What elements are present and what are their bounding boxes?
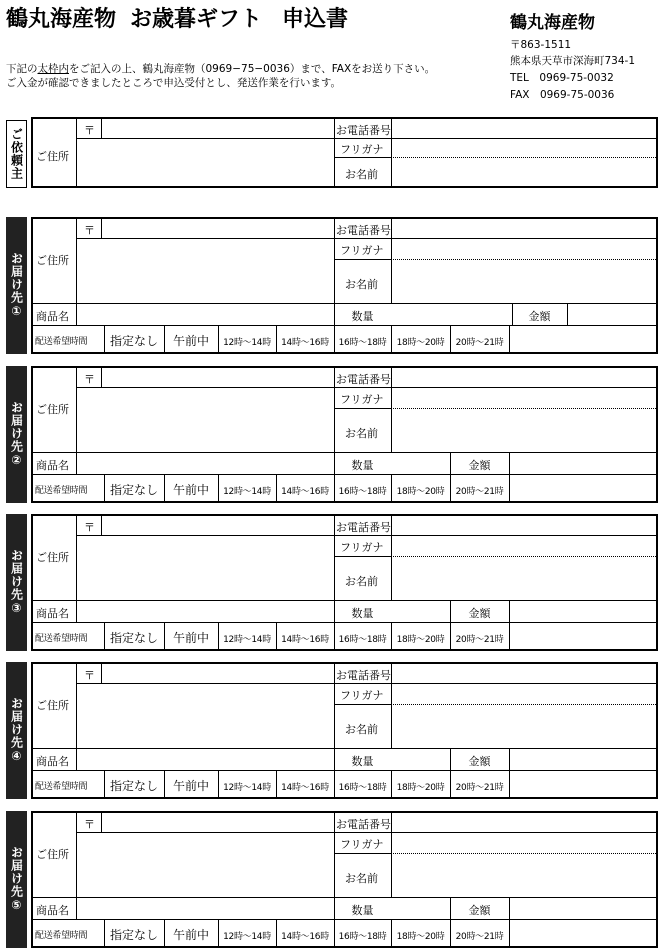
- time-slot-no-preference[interactable]: 指定なし: [109, 334, 158, 348]
- time-slot-14-16[interactable]: 14時～16時: [281, 338, 329, 348]
- recipient-form-2: [31, 366, 658, 503]
- company-postal: 〒863-1511: [510, 39, 572, 51]
- time-slot-no-preference[interactable]: 指定なし: [109, 928, 158, 942]
- time-slot-14-16[interactable]: 14時～16時: [281, 487, 329, 497]
- application-title: 申込書: [282, 6, 349, 32]
- time-slot-18-20[interactable]: 18時～20時: [396, 338, 445, 348]
- product-label: 商品名: [36, 459, 69, 472]
- brand-title: 鶴丸海産物: [6, 6, 117, 32]
- time-slot-14-16[interactable]: 14時～16時: [281, 783, 329, 793]
- time-slot-16-18[interactable]: 16時～18時: [338, 338, 387, 348]
- quantity-field[interactable]: [392, 453, 450, 474]
- time-slot-16-18[interactable]: 16時～18時: [338, 487, 387, 497]
- time-slot-20-21[interactable]: 20時～21時: [455, 635, 504, 645]
- section-label-text: お届け先②: [9, 401, 24, 468]
- quantity-field[interactable]: [392, 898, 450, 919]
- phone-field[interactable]: [392, 219, 656, 238]
- phone-label: お電話番号: [336, 521, 391, 534]
- time-slot-12-14[interactable]: 12時～14時: [223, 338, 271, 348]
- phone-field[interactable]: [392, 516, 656, 535]
- furigana-field[interactable]: [392, 684, 656, 703]
- time-slot-18-20[interactable]: 18時～20時: [396, 783, 445, 793]
- postal-mark: 〒: [84, 521, 95, 534]
- address-label: ご住所: [36, 403, 69, 416]
- time-slot-16-18[interactable]: 16時～18時: [338, 783, 387, 793]
- address-label: ご住所: [36, 551, 69, 564]
- intro-text-c: をご記入の上、鶴丸海産物（0969−75−0036）まで、FAXをお送り下さい。: [69, 63, 436, 75]
- section-label-text: ご依頼主: [9, 128, 24, 180]
- postal-code-field[interactable]: [103, 813, 333, 832]
- amount-label: 金額: [468, 904, 491, 917]
- intro-emphasis: 太枠内: [37, 63, 69, 75]
- quantity-label: 数量: [351, 310, 374, 323]
- recipient-form-5: [31, 811, 658, 948]
- product-field[interactable]: [77, 304, 333, 325]
- name-label: お名前: [345, 168, 378, 181]
- address-label: ご住所: [36, 699, 69, 712]
- product-label: 商品名: [36, 755, 69, 768]
- form-title: [6, 2, 348, 33]
- name-label: お名前: [345, 427, 378, 440]
- product-field[interactable]: [77, 601, 333, 622]
- postal-mark: 〒: [84, 669, 95, 682]
- quantity-label: 数量: [351, 607, 374, 620]
- recipient-form-4: [31, 662, 658, 799]
- product-label: 商品名: [36, 904, 69, 917]
- name-field[interactable]: [392, 558, 656, 600]
- address-field[interactable]: [77, 239, 333, 302]
- postal-code-field[interactable]: [103, 119, 333, 138]
- name-label: お名前: [345, 575, 378, 588]
- address-label: ご住所: [36, 848, 69, 861]
- recipient-form-3: [31, 514, 658, 651]
- section-label-recipient-5: [6, 811, 27, 948]
- quantity-label: 数量: [351, 459, 374, 472]
- quantity-field[interactable]: [392, 601, 450, 622]
- section-label-recipient-1: [6, 217, 27, 354]
- furigana-field[interactable]: [392, 139, 656, 156]
- amount-field[interactable]: [510, 749, 656, 770]
- address-field[interactable]: [77, 388, 333, 451]
- time-slot-12-14[interactable]: 12時～14時: [223, 783, 271, 793]
- phone-label: お電話番号: [336, 669, 391, 682]
- delivery-time-label: 配送希望時間: [35, 337, 88, 347]
- name-label: お名前: [345, 872, 378, 885]
- amount-label: 金額: [468, 755, 491, 768]
- amount-field[interactable]: [510, 453, 656, 474]
- address-label: ご住所: [36, 254, 69, 267]
- company-fax: FAX 0969-75-0036: [510, 89, 615, 101]
- name-label: お名前: [345, 723, 378, 736]
- phone-label: お電話番号: [336, 818, 391, 831]
- address-field[interactable]: [77, 536, 333, 599]
- time-slot-20-21[interactable]: 20時～21時: [455, 487, 504, 497]
- time-slot-18-20[interactable]: 18時～20時: [396, 487, 445, 497]
- postal-code-field[interactable]: [103, 368, 333, 387]
- name-field[interactable]: [392, 159, 656, 186]
- time-slot-16-18[interactable]: 16時～18時: [338, 635, 387, 645]
- phone-field[interactable]: [392, 368, 656, 387]
- intro-line-2: ご入金が確認できましたところで申込受付とし、発送作業を行います。: [6, 77, 342, 89]
- intro-line-1: [6, 61, 435, 76]
- amount-label: 金額: [528, 310, 551, 323]
- address-field[interactable]: [77, 139, 333, 185]
- furigana-label: フリガナ: [340, 244, 384, 257]
- postal-code-field[interactable]: [103, 219, 333, 238]
- quantity-label: 数量: [351, 755, 374, 768]
- section-label-recipient-4: [6, 662, 27, 799]
- time-slot-20-21[interactable]: 20時～21時: [455, 783, 504, 793]
- postal-mark: 〒: [84, 124, 95, 137]
- section-label-recipient-3: [6, 514, 27, 651]
- postal-code-field[interactable]: [103, 516, 333, 535]
- time-slot-morning[interactable]: 午前中: [172, 334, 209, 348]
- phone-label: お電話番号: [336, 224, 391, 237]
- section-label-text: お届け先①: [9, 252, 24, 319]
- intro-text-a: 下記の: [6, 63, 38, 75]
- quantity-label: 数量: [351, 904, 374, 917]
- time-slot-18-20[interactable]: 18時～20時: [396, 635, 445, 645]
- furigana-label: フリガナ: [340, 838, 384, 851]
- quantity-field[interactable]: [392, 749, 450, 770]
- phone-label: お電話番号: [336, 373, 391, 386]
- delivery-time-label: 配送希望時間: [35, 931, 88, 941]
- time-slot-20-21[interactable]: 20時～21時: [455, 338, 504, 348]
- address-field[interactable]: [77, 684, 333, 747]
- name-field[interactable]: [392, 261, 656, 303]
- section-label-text: お届け先④: [9, 697, 24, 764]
- time-slot-14-16[interactable]: 14時～16時: [281, 635, 329, 645]
- time-slot-no-preference[interactable]: 指定なし: [109, 631, 158, 645]
- company-tel: TEL 0969-75-0032: [510, 72, 614, 84]
- furigana-label: フリガナ: [340, 393, 384, 406]
- amount-label: 金額: [468, 607, 491, 620]
- furigana-label: フリガナ: [340, 541, 384, 554]
- furigana-field[interactable]: [392, 388, 656, 407]
- gift-title: お歳暮ギフト: [130, 6, 263, 32]
- section-label-text: お届け先⑤: [9, 846, 24, 913]
- furigana-label: フリガナ: [340, 143, 384, 156]
- furigana-label: フリガナ: [340, 689, 384, 702]
- product-field[interactable]: [77, 453, 333, 474]
- postal-mark: 〒: [84, 224, 95, 237]
- postal-mark: 〒: [84, 818, 95, 831]
- name-field[interactable]: [392, 410, 656, 452]
- postal-code-field[interactable]: [103, 664, 333, 683]
- section-label-requester: [6, 120, 27, 188]
- amount-label: 金額: [468, 459, 491, 472]
- quantity-field[interactable]: [392, 304, 512, 325]
- delivery-time-label: 配送希望時間: [35, 634, 88, 644]
- furigana-field[interactable]: [392, 536, 656, 555]
- postal-mark: 〒: [84, 373, 95, 386]
- address-field[interactable]: [77, 833, 333, 896]
- name-label: お名前: [345, 278, 378, 291]
- time-slot-12-14[interactable]: 12時～14時: [223, 635, 271, 645]
- phone-field[interactable]: [392, 813, 656, 832]
- time-slot-morning[interactable]: 午前中: [172, 779, 209, 793]
- amount-field[interactable]: [510, 898, 656, 919]
- time-slot-14-16[interactable]: 14時～16時: [281, 932, 329, 942]
- time-slot-18-20[interactable]: 18時～20時: [396, 932, 445, 942]
- time-slot-no-preference[interactable]: 指定なし: [109, 779, 158, 793]
- address-label: ご住所: [36, 150, 69, 163]
- section-label-text: お届け先③: [9, 549, 24, 616]
- company-address: 熊本県天草市深海町734-1: [510, 55, 636, 67]
- amount-field[interactable]: [568, 304, 656, 325]
- product-field[interactable]: [77, 898, 333, 919]
- section-label-recipient-2: [6, 366, 27, 503]
- time-slot-morning[interactable]: 午前中: [172, 631, 209, 645]
- requester-form: [31, 117, 658, 188]
- time-slot-morning[interactable]: 午前中: [172, 928, 209, 942]
- delivery-time-label: 配送希望時間: [35, 486, 88, 496]
- name-field[interactable]: [392, 855, 656, 897]
- time-slot-morning[interactable]: 午前中: [172, 483, 209, 497]
- time-slot-12-14[interactable]: 12時～14時: [223, 932, 271, 942]
- amount-field[interactable]: [510, 601, 656, 622]
- name-field[interactable]: [392, 706, 656, 748]
- product-label: 商品名: [36, 607, 69, 620]
- time-slot-20-21[interactable]: 20時～21時: [455, 932, 504, 942]
- phone-label: お電話番号: [336, 124, 391, 137]
- product-field[interactable]: [77, 749, 333, 770]
- time-slot-no-preference[interactable]: 指定なし: [109, 483, 158, 497]
- time-slot-16-18[interactable]: 16時～18時: [338, 932, 387, 942]
- time-slot-12-14[interactable]: 12時～14時: [223, 487, 271, 497]
- product-label: 商品名: [36, 310, 69, 323]
- furigana-field[interactable]: [392, 833, 656, 852]
- furigana-field[interactable]: [392, 239, 656, 258]
- company-name: 鶴丸海産物: [510, 13, 595, 33]
- delivery-time-label: 配送希望時間: [35, 782, 88, 792]
- phone-field[interactable]: [392, 119, 656, 138]
- phone-field[interactable]: [392, 664, 656, 683]
- recipient-form-1: [31, 217, 658, 354]
